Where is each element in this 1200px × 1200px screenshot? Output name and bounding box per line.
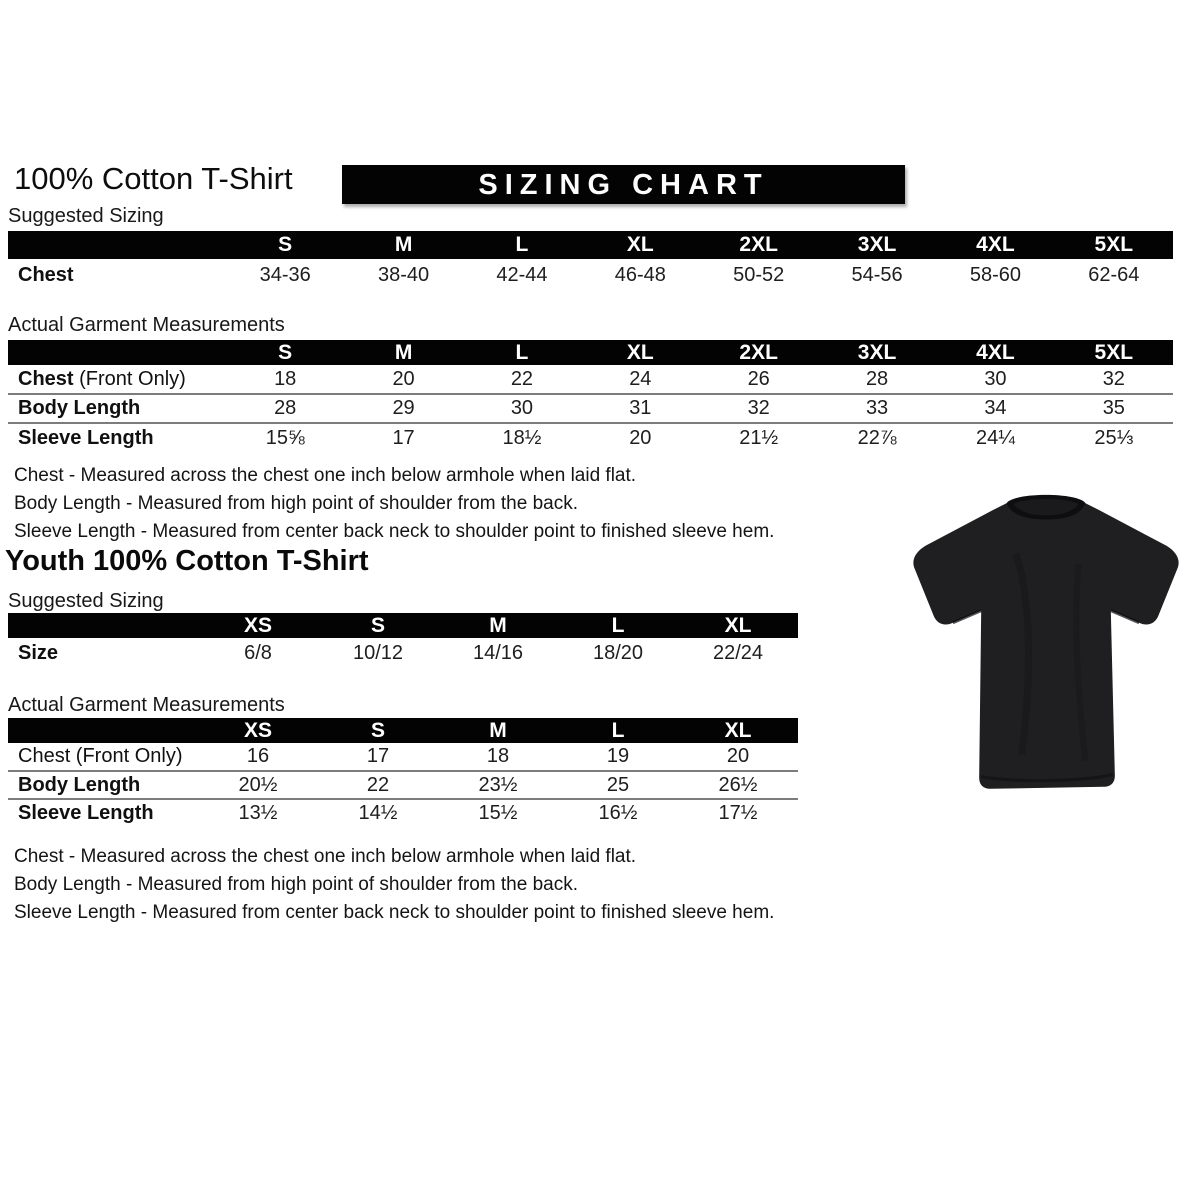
measurement-cell: 15½ (438, 799, 558, 827)
measurement-cell: 46-48 (614, 263, 666, 286)
youth-actual-measurements-table (8, 718, 798, 827)
measurement-cell: 16½ (558, 799, 678, 827)
measurement-cell: 22 (510, 367, 534, 390)
measurement-cell: 21½ (700, 423, 818, 452)
size-column-header: XS (198, 613, 318, 638)
row-label: Body Length (8, 771, 198, 799)
measurement-cell: 22⅞ (818, 423, 936, 452)
size-column-header: 2XL (700, 340, 818, 365)
adult-actual-measurements-table (8, 340, 1173, 452)
size-column-header: S (318, 718, 438, 743)
row-label: Body Length (8, 394, 226, 423)
size-column-header: 4XL (936, 231, 1054, 259)
note-line: Sleeve Length - Measured from center back neck to shoulder point to finished sleeve hem. (14, 902, 775, 923)
row-label: Sleeve Length (8, 423, 226, 452)
size-column-header: S (226, 231, 344, 259)
table-header-row (8, 340, 1173, 365)
adult-measurement-notes (14, 462, 774, 546)
size-column-header: 5XL (1055, 231, 1173, 259)
size-column-header: S (226, 340, 344, 365)
note-line: Sleeve Length - Measured from center back neck to shoulder point to finished sleeve hem. (14, 521, 775, 542)
table-row (8, 743, 798, 771)
measurement-cell: 17 (366, 745, 390, 767)
table-header-row (8, 231, 1173, 259)
size-column-header: XL (678, 613, 798, 638)
size-column-header: M (344, 231, 462, 259)
measurement-cell: 62-64 (1088, 263, 1140, 286)
table-row (8, 394, 1173, 423)
youth-measurement-notes (14, 843, 774, 927)
measurement-cell: 19 (606, 745, 630, 767)
youth-suggested-sizing-table (8, 613, 798, 669)
table-header-row (8, 718, 798, 743)
sizing-chart-banner: SIZING CHART (342, 165, 905, 204)
size-column-header: 3XL (818, 231, 936, 259)
measurement-cell: 20½ (198, 771, 318, 799)
size-column-header: 4XL (936, 340, 1054, 365)
measurement-cell: 35 (1055, 394, 1173, 423)
measurement-cell: 17 (344, 423, 462, 452)
size-column-header: M (438, 613, 558, 638)
note-line: Body Length - Measured from high point of shoulder from the back. (14, 493, 578, 514)
measurement-cell: 34-36 (259, 263, 311, 286)
size-column-header: M (344, 340, 462, 365)
adult-suggested-sizing-table (8, 231, 1173, 291)
measurement-cell: 6/8 (244, 642, 272, 664)
measurement-cell: 33 (818, 394, 936, 423)
table-row (8, 638, 798, 669)
size-column-header: S (318, 613, 438, 638)
measurement-cell: 32 (1102, 367, 1125, 390)
row-label: Size (18, 642, 59, 664)
empty-header-cell (8, 718, 198, 743)
youth-suggested-sizing-label: Suggested Sizing (8, 590, 164, 612)
measurement-cell: 18½ (463, 423, 581, 452)
measurement-cell: 34 (936, 394, 1054, 423)
measurement-cell: 22 (318, 771, 438, 799)
measurement-cell: 42-44 (496, 263, 548, 286)
size-column-header: XS (198, 718, 318, 743)
measurement-cell: 54-56 (851, 263, 903, 286)
measurement-cell: 14½ (318, 799, 438, 827)
size-column-header: XL (581, 340, 699, 365)
measurement-cell: 20 (581, 423, 699, 452)
table-row (8, 365, 1173, 394)
size-column-header: L (463, 231, 581, 259)
measurement-cell: 20 (392, 367, 415, 390)
measurement-cell: 18 (274, 367, 297, 390)
measurement-cell: 13½ (198, 799, 318, 827)
measurement-cell: 20 (726, 745, 750, 767)
size-column-header: XL (581, 231, 699, 259)
youth-actual-measurements-label: Actual Garment Measurements (8, 694, 285, 716)
measurement-cell: 23½ (438, 771, 558, 799)
measurement-cell: 25 (558, 771, 678, 799)
note-line: Body Length - Measured from high point of shoulder from the back. (14, 874, 578, 895)
empty-header-cell (8, 613, 198, 638)
tshirt-photo (893, 483, 1199, 805)
measurement-cell: 30 (463, 394, 581, 423)
measurement-cell: 29 (344, 394, 462, 423)
size-column-header: XL (678, 718, 798, 743)
size-column-header: L (558, 718, 678, 743)
measurement-cell: 26½ (678, 771, 798, 799)
measurement-cell: 26 (747, 367, 770, 390)
measurement-cell: 18/20 (592, 642, 644, 664)
page-title: 100% Cotton T-Shirt (14, 161, 293, 196)
size-column-header: L (558, 613, 678, 638)
adult-actual-measurements-label: Actual Garment Measurements (8, 314, 285, 336)
measurement-cell: 18 (486, 745, 510, 767)
measurement-cell: 22/24 (712, 642, 764, 664)
measurement-cell: 31 (581, 394, 699, 423)
size-column-header: L (463, 340, 581, 365)
row-label: Sleeve Length (8, 799, 198, 827)
adult-suggested-sizing-label: Suggested Sizing (8, 205, 164, 227)
measurement-cell: 32 (700, 394, 818, 423)
table-row (8, 799, 798, 827)
measurement-cell: 28 (865, 367, 889, 390)
size-column-header: M (438, 718, 558, 743)
empty-header-cell (8, 340, 226, 365)
measurement-cell: 25⅓ (1055, 423, 1173, 452)
measurement-cell: 28 (226, 394, 344, 423)
empty-header-cell (8, 231, 226, 259)
measurement-cell: 58-60 (969, 263, 1022, 286)
table-row (8, 771, 798, 799)
size-column-header: 2XL (700, 231, 818, 259)
measurement-cell: 24¼ (936, 423, 1054, 452)
measurement-cell: 50-52 (733, 263, 785, 286)
row-label: Chest (Front Only) (18, 745, 183, 767)
table-row (8, 259, 1173, 291)
measurement-cell: 15⅝ (226, 423, 344, 452)
measurement-cell: 38-40 (377, 263, 430, 286)
table-header-row (8, 613, 798, 638)
measurement-cell: 14/16 (472, 642, 524, 664)
measurement-cell: 24 (629, 367, 652, 390)
measurement-cell: 17½ (678, 799, 798, 827)
measurement-cell: 30 (984, 367, 1007, 390)
size-column-header: 3XL (818, 340, 936, 365)
row-label: Chest (18, 263, 74, 286)
size-column-header: 5XL (1055, 340, 1173, 365)
tshirt-icon (893, 483, 1199, 805)
note-line: Chest - Measured across the chest one inch below armhole when laid flat. (14, 465, 637, 486)
note-line: Chest - Measured across the chest one inch below armhole when laid flat. (14, 846, 637, 867)
row-label: Chest (Front Only) (18, 367, 186, 390)
measurement-cell: 16 (246, 745, 270, 767)
youth-section-title: Youth 100% Cotton T-Shirt (5, 545, 369, 577)
measurement-cell: 10/12 (352, 642, 404, 664)
table-row (8, 423, 1173, 452)
